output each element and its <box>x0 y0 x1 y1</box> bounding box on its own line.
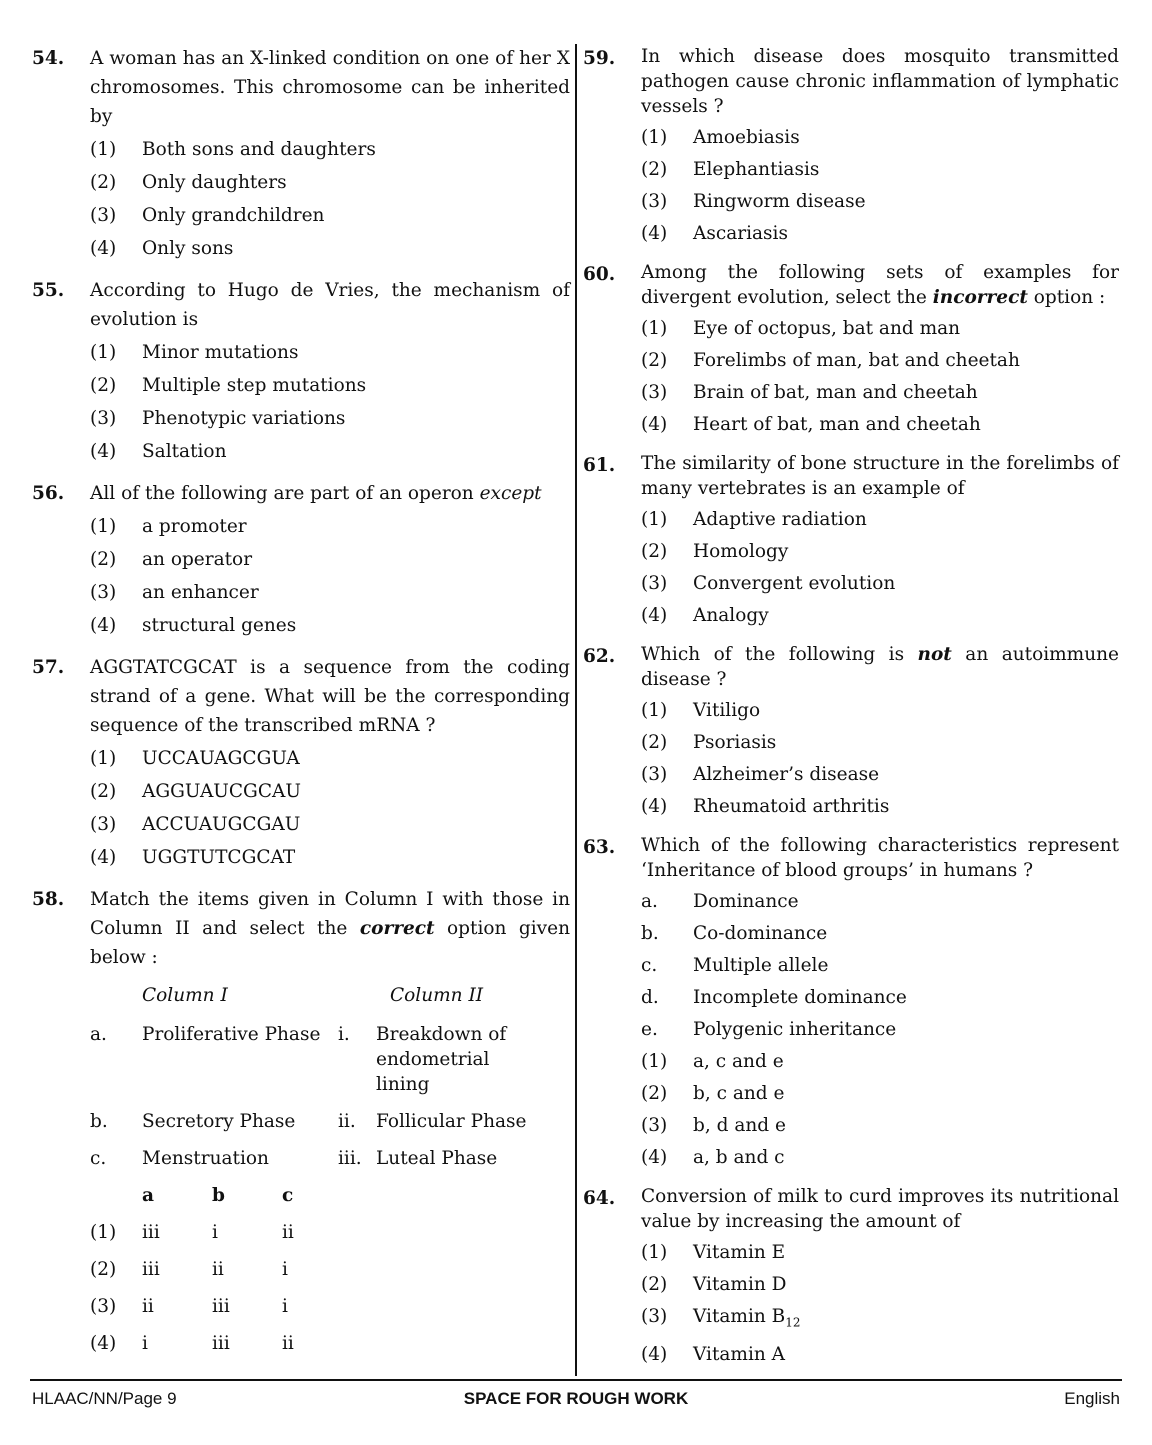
option <box>641 1272 1119 1298</box>
question-number: 60. <box>583 264 616 285</box>
option-number: (1) <box>641 1242 668 1263</box>
question-63 <box>583 833 1119 1171</box>
emphasis-text: not <box>917 644 952 665</box>
option <box>641 316 1119 342</box>
option <box>641 1049 1119 1075</box>
answer-cell: i <box>282 1296 288 1317</box>
option <box>90 136 570 164</box>
question-number: 64. <box>583 1188 616 1209</box>
column-ii-item: Follicular Phase <box>376 1111 527 1132</box>
option-number: (3) <box>641 573 668 594</box>
option-text: Forelimbs of man, bat and cheetah <box>693 350 1020 371</box>
option-number: (1) <box>641 318 668 339</box>
option-number: (1) <box>90 139 117 160</box>
option <box>90 745 570 773</box>
option-text: Adaptive radiation <box>693 509 867 530</box>
option-text: Amoebiasis <box>693 127 800 148</box>
option <box>641 380 1119 406</box>
option <box>641 539 1119 565</box>
option <box>90 405 570 433</box>
option <box>641 157 1119 183</box>
option <box>641 125 1119 151</box>
emphasis-text: correct <box>359 918 435 939</box>
option-number: (2) <box>641 1083 668 1104</box>
item-text: Incomplete dominance <box>693 987 907 1008</box>
question-number: 58. <box>32 889 65 910</box>
option-text: Vitamin E <box>693 1242 786 1263</box>
column-i-item: Secretory Phase <box>142 1111 296 1132</box>
option-number: (3) <box>90 1296 117 1317</box>
answer-cell: iii <box>142 1259 160 1280</box>
option <box>641 730 1119 756</box>
option-text: Alzheimer’s disease <box>693 764 880 785</box>
option-text: structural genes <box>142 615 297 636</box>
right-column <box>583 44 1119 1381</box>
option <box>90 546 570 574</box>
option <box>641 221 1119 247</box>
option <box>641 507 1119 533</box>
question-text: Conversion of milk to curd improves its nutritional value by increasing the amount of <box>641 1186 1119 1232</box>
option <box>641 603 1119 629</box>
option-number: (3) <box>641 1115 668 1136</box>
option-number: (4) <box>90 238 117 259</box>
option <box>641 1342 1119 1368</box>
column-i-heading: Column I <box>142 985 228 1006</box>
question-text: A woman has an X-linked condition on one of her X chromosomes. This chromosome can be inherited by <box>90 48 570 127</box>
question-text-main: All of the following are part of an operon <box>90 483 480 504</box>
option <box>90 778 570 806</box>
option-number: (4) <box>90 847 117 868</box>
option-number: (3) <box>641 382 668 403</box>
option-number: (2) <box>90 781 117 802</box>
answer-cell: i <box>142 1333 148 1354</box>
option <box>90 372 570 400</box>
question-text: According to Hugo de Vries, the mechanism of evolution is <box>90 280 570 330</box>
question-text: The similarity of bone structure in the forelimbs of many vertebrates is an example of <box>641 453 1119 499</box>
question-61 <box>583 451 1119 629</box>
match-row <box>90 1109 570 1134</box>
answer-header <box>142 1183 570 1209</box>
option-number: (1) <box>90 516 117 537</box>
option-number: (3) <box>90 408 117 429</box>
item-text: Polygenic inheritance <box>693 1019 897 1040</box>
item-letter: a. <box>641 891 658 912</box>
option-text: an enhancer <box>142 582 259 603</box>
option-text <box>693 1304 801 1336</box>
option-text: Only daughters <box>142 172 287 193</box>
question-57 <box>32 653 570 872</box>
page-footer <box>32 1389 1120 1415</box>
question-text <box>90 885 570 972</box>
question-text-a: Which of the following is <box>641 644 918 665</box>
option <box>90 579 570 607</box>
option-number: (4) <box>90 441 117 462</box>
question-text: AGGTATCGCAT is a sequence from the coding strand of a gene. What will be the corresponding sequence of the transcribed mRNA ? <box>90 657 570 736</box>
emphasis-text: incorrect <box>932 287 1028 308</box>
question-text: In which disease does mosquito transmitted pathogen cause chronic inflammation of lymphatic vessels ? <box>641 46 1119 117</box>
option-text: Multiple step mutations <box>142 375 367 396</box>
option-text: Vitamin A <box>693 1343 786 1365</box>
answer-option <box>90 1331 570 1357</box>
question-text-b: an autoimmune disease ? <box>641 644 1119 690</box>
option-number: (3) <box>90 582 117 603</box>
column-ii-item: Breakdown of endometrial lining <box>376 1024 507 1095</box>
option <box>90 235 570 263</box>
option <box>90 612 570 640</box>
option-text: a, b and c <box>693 1147 785 1168</box>
option-number: (1) <box>90 342 117 363</box>
match-header <box>142 982 570 1010</box>
question-number: 56. <box>32 483 65 504</box>
question-text <box>641 260 1119 310</box>
option-text-main: Vitamin B <box>693 1306 786 1327</box>
match-letter: a. <box>90 1024 107 1045</box>
question-number: 54. <box>32 48 65 69</box>
option-number: (1) <box>641 1051 668 1072</box>
question-text <box>90 479 570 508</box>
characteristic-item <box>641 985 1119 1011</box>
characteristic-item <box>641 921 1119 947</box>
question-text-b: option given below : <box>90 918 570 968</box>
option-text: Vitiligo <box>693 700 761 721</box>
question-64 <box>583 1184 1119 1368</box>
answer-head-b: b <box>212 1185 225 1206</box>
option-number: (2) <box>90 1259 117 1280</box>
option-number: (3) <box>90 205 117 226</box>
option-number: (2) <box>641 350 668 371</box>
option <box>90 513 570 541</box>
option-text: Heart of bat, man and cheetah <box>693 414 981 435</box>
match-roman: ii. <box>338 1111 356 1132</box>
question-number: 62. <box>583 646 616 667</box>
question-text: Which of the following characteristics represent ‘Inheritance of blood groups’ in humans ? <box>641 835 1119 881</box>
match-roman: i. <box>338 1024 350 1045</box>
question-60 <box>583 260 1119 438</box>
option-number: (4) <box>90 615 117 636</box>
option <box>90 339 570 367</box>
left-column <box>32 44 570 1370</box>
option <box>641 1113 1119 1139</box>
option-number: (4) <box>641 1343 668 1365</box>
answer-cell: ii <box>142 1296 154 1317</box>
option-number: (1) <box>641 509 668 530</box>
page-code: HLAAC/NN/Page 9 <box>32 1389 177 1408</box>
question-number: 59. <box>583 48 616 69</box>
option-number: (4) <box>641 414 668 435</box>
answer-cell: ii <box>282 1222 294 1243</box>
column-i-item: Proliferative Phase <box>142 1024 321 1045</box>
item-letter: d. <box>641 987 659 1008</box>
match-roman: iii. <box>338 1148 362 1169</box>
option <box>641 794 1119 820</box>
question-text <box>641 642 1119 692</box>
match-letter: c. <box>90 1148 107 1169</box>
item-letter: e. <box>641 1019 658 1040</box>
column-i-item: Menstruation <box>142 1148 269 1169</box>
option-text: an operator <box>142 549 253 570</box>
question-55 <box>32 276 570 466</box>
option-text: UGGTUTCGCAT <box>142 847 296 868</box>
answer-head-c: c <box>282 1185 294 1206</box>
question-text-b: option : <box>1027 287 1106 308</box>
question-number: 55. <box>32 280 65 301</box>
option-text: Psoriasis <box>693 732 777 753</box>
option-text: Analogy <box>693 605 769 626</box>
item-text: Multiple allele <box>693 955 829 976</box>
answer-option <box>90 1257 570 1283</box>
emphasis-text: except <box>479 483 542 504</box>
item-letter: b. <box>641 923 659 944</box>
option-text: Rheumatoid arthritis <box>693 796 890 817</box>
option-number: (2) <box>90 549 117 570</box>
option <box>641 1081 1119 1107</box>
option-number: (1) <box>641 700 668 721</box>
option-text: Phenotypic variations <box>142 408 346 429</box>
column-divider <box>575 44 577 1376</box>
option <box>641 1240 1119 1266</box>
option-number: (1) <box>90 1222 117 1243</box>
option-number: (3) <box>641 191 668 212</box>
column-ii-item: Luteal Phase <box>376 1148 498 1169</box>
option <box>90 169 570 197</box>
answer-cell: ii <box>282 1333 294 1354</box>
option-text: ACCUAUGCGAU <box>142 814 301 835</box>
characteristic-item <box>641 953 1119 979</box>
option <box>641 571 1119 597</box>
option-number: (4) <box>641 223 668 244</box>
option <box>641 348 1119 374</box>
characteristic-item <box>641 889 1119 915</box>
footer-rule <box>30 1379 1122 1381</box>
option <box>641 189 1119 215</box>
option-number: (2) <box>641 541 668 562</box>
option <box>90 811 570 839</box>
option-text: b, c and e <box>693 1083 785 1104</box>
option-text: Only sons <box>142 238 234 259</box>
option-number: (1) <box>641 127 668 148</box>
answer-cell: iii <box>212 1296 230 1317</box>
item-text: Co-dominance <box>693 923 828 944</box>
option-text: a promoter <box>142 516 247 537</box>
match-letter: b. <box>90 1111 108 1132</box>
option-text: Elephantiasis <box>693 159 820 180</box>
question-62 <box>583 642 1119 820</box>
question-59 <box>583 44 1119 247</box>
question-number: 57. <box>32 657 65 678</box>
answer-head-a: a <box>142 1185 154 1206</box>
answer-cell: ii <box>212 1259 224 1280</box>
option-number: (3) <box>90 814 117 835</box>
option-number: (2) <box>641 159 668 180</box>
language-label: English <box>1064 1389 1120 1408</box>
answer-cell: iii <box>212 1333 230 1354</box>
option-text: Convergent evolution <box>693 573 896 594</box>
item-text: Dominance <box>693 891 799 912</box>
option-text: Minor mutations <box>142 342 299 363</box>
option-text: UCCAUAGCGUA <box>142 748 300 769</box>
question-54 <box>32 44 570 263</box>
question-text-a: Among the following sets of examples for divergent evolution, select the <box>641 262 1119 308</box>
item-letter: c. <box>641 955 658 976</box>
option <box>641 1304 1119 1336</box>
option-text: Brain of bat, man and cheetah <box>693 382 978 403</box>
answer-option <box>90 1294 570 1320</box>
option <box>641 698 1119 724</box>
rough-work-label: SPACE FOR ROUGH WORK <box>463 1389 689 1408</box>
option-number: (2) <box>90 375 117 396</box>
option-text: AGGUAUCGCAU <box>142 781 301 802</box>
option <box>641 1145 1119 1171</box>
answer-cell: i <box>212 1222 218 1243</box>
option <box>641 762 1119 788</box>
question-58 <box>32 885 570 1357</box>
option-text: Eye of octopus, bat and man <box>693 318 961 339</box>
option-number: (4) <box>641 796 668 817</box>
question-56 <box>32 479 570 640</box>
option <box>90 844 570 872</box>
answer-cell: i <box>282 1259 288 1280</box>
question-number: 63. <box>583 837 616 858</box>
option-number: (2) <box>641 732 668 753</box>
option-number: (2) <box>90 172 117 193</box>
match-row <box>90 1146 570 1171</box>
column-ii-heading: Column II <box>390 985 484 1006</box>
option-text: Only grandchildren <box>142 205 325 226</box>
option <box>90 202 570 230</box>
answer-option <box>90 1220 570 1246</box>
option-text: b, d and e <box>693 1115 786 1136</box>
option <box>641 412 1119 438</box>
option-text: Homology <box>693 541 789 562</box>
option-text: Ascariasis <box>693 223 788 244</box>
option-text: Vitamin D <box>693 1274 787 1295</box>
answer-cell: iii <box>142 1222 160 1243</box>
characteristic-item <box>641 1017 1119 1043</box>
option-number: (3) <box>641 1306 668 1327</box>
option-text: Both sons and daughters <box>142 139 376 160</box>
question-text-a: Match the items given in Column I with those in Column II and select the <box>90 889 570 939</box>
option-text: Saltation <box>142 441 227 462</box>
question-number: 61. <box>583 455 616 476</box>
option-number: (4) <box>641 605 668 626</box>
subscript: 12 <box>785 1315 801 1330</box>
option <box>90 438 570 466</box>
option-text: a, c and e <box>693 1051 784 1072</box>
option-number: (4) <box>90 1333 117 1354</box>
option-number: (1) <box>90 748 117 769</box>
option-text: Ringworm disease <box>693 191 866 212</box>
option-number: (4) <box>641 1147 668 1168</box>
option-number: (3) <box>641 764 668 785</box>
option-number: (2) <box>641 1274 668 1295</box>
match-row <box>90 1022 570 1097</box>
